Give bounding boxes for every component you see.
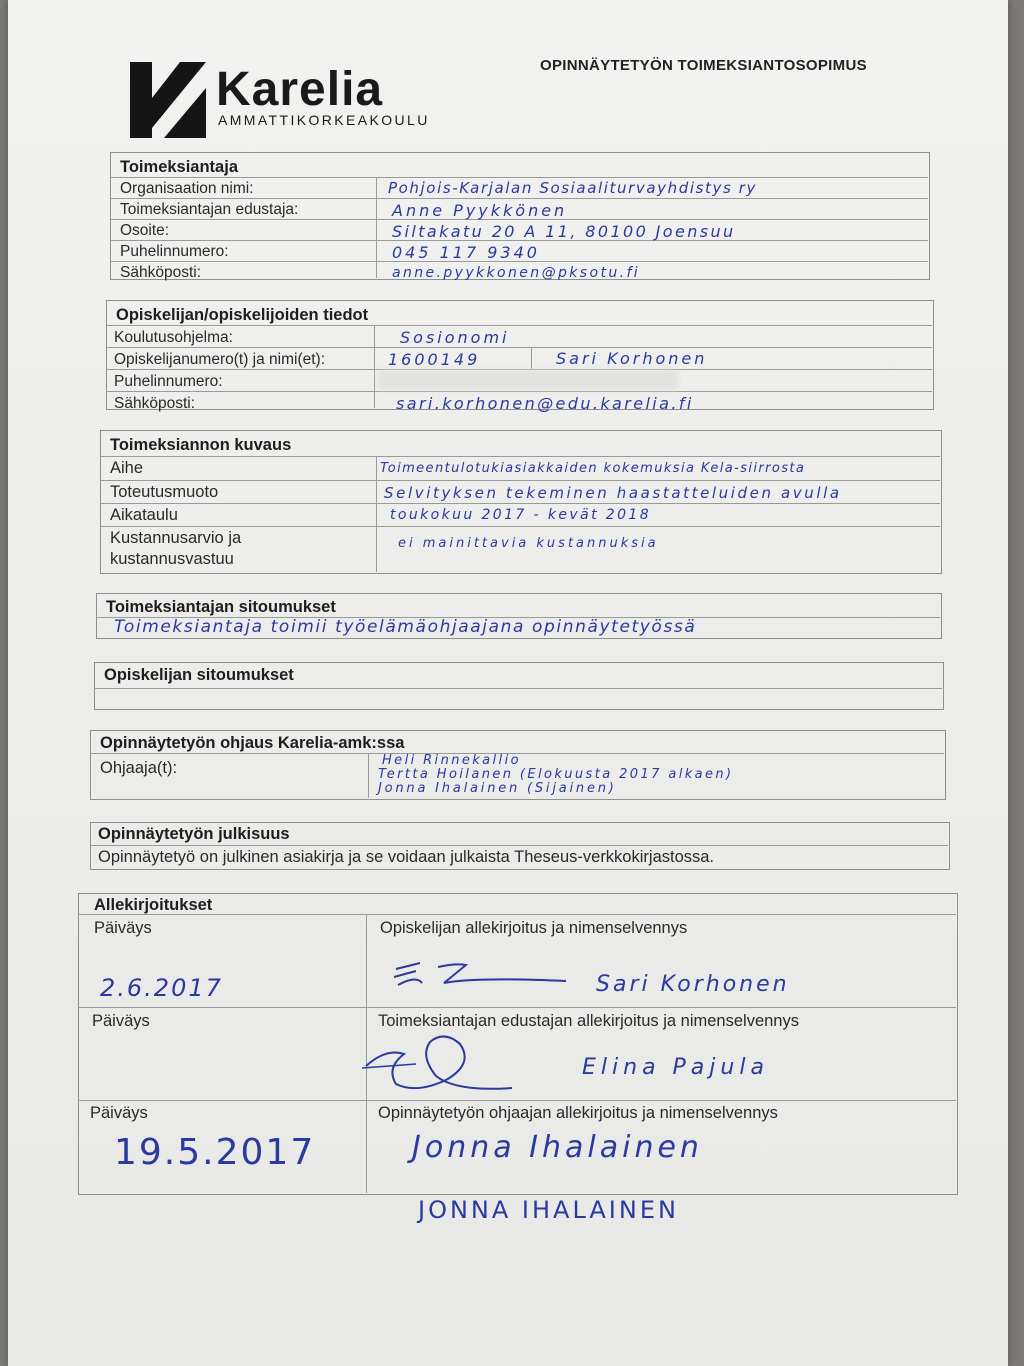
section-title-kuvaus: Toimeksiannon kuvaus (110, 436, 292, 454)
section-title-ohjaus: Opinnäytetyön ohjaus Karelia-amk:ssa (100, 734, 405, 752)
label-toimeksiantajan-allekirjoitus: Toimeksiantajan edustajan allekirjoitus ja nimenselvennys (378, 1012, 799, 1030)
value-aikataulu: toukokuu 2017 - kevät 2018 (390, 507, 652, 523)
section-title-opiskelijan-sitoumukset: Opiskelijan sitoumukset (104, 666, 294, 684)
value-toimeksiantajan-sitoumukset: Toimeksiantaja toimii työelämäohjaajana opinnäytetyössä (114, 617, 697, 637)
label-paivays-1: Päiväys (94, 919, 152, 937)
signature-student (386, 955, 576, 995)
section-title-allekirjoitukset: Allekirjoitukset (94, 896, 213, 914)
value-kustannus: ei mainittavia kustannuksia (398, 536, 659, 551)
value-toteutusmuoto: Selvityksen tekeminen haastatteluiden avulla (384, 484, 842, 502)
section-title-toimeksiantaja: Toimeksiantaja (120, 158, 238, 176)
label-opiskelija-sahkoposti: Sähköposti: (114, 395, 195, 412)
label-osoite: Osoite: (120, 222, 170, 239)
value-opiskelijanumero: 1600149 (388, 350, 481, 369)
name-client: Elina Pajula (582, 1055, 769, 1080)
label-kustannusarvio: Kustannusarvio ja (110, 529, 242, 547)
julkisuus-text: Opinnäytetyö on julkinen asiakirja ja se voidaan julkaista Theseus-verkkokirjastossa. (98, 848, 715, 866)
value-koulutusohjelma: Sosionomi (400, 328, 510, 347)
label-opiskelijanumero: Opiskelijanumero(t) ja nimi(et): (114, 351, 326, 368)
printed-name-supervisor: JONNA IHALAINEN (418, 1196, 679, 1224)
section-title-julkisuus: Opinnäytetyön julkisuus (98, 825, 290, 843)
label-koulutusohjelma: Koulutusohjelma: (114, 329, 233, 346)
logo-subtitle: AMMATTIKORKEAKOULU (218, 112, 430, 128)
karelia-k-icon (130, 62, 208, 138)
label-opiskelijan-allekirjoitus: Opiskelijan allekirjoitus ja nimenselvennys (380, 919, 688, 937)
label-organisaatio: Organisaation nimi: (120, 180, 254, 197)
section-title-opiskelija: Opiskelijan/opiskelijoiden tiedot (116, 306, 369, 324)
value-opiskelija-nimi: Sari Korhonen (556, 349, 708, 368)
value-sahkoposti: anne.pyykkonen@pksotu.fi (392, 265, 641, 281)
document-title: OPINNÄYTETYÖN TOIMEKSIANTOSOPIMUS (540, 57, 867, 74)
label-puhelin: Puhelinnumero: (120, 243, 229, 260)
value-ohjaaja-3: Jonna Ihalainen (Sijainen) (378, 781, 617, 796)
label-paivays-2: Päiväys (92, 1012, 150, 1030)
date-1: 2.6.2017 (100, 974, 223, 1002)
value-puhelin: 045 117 9340 (392, 243, 540, 262)
label-aihe: Aihe (110, 459, 144, 477)
karelia-logo (130, 62, 430, 142)
value-opiskelija-sahkoposti: sari.korhonen@edu.karelia.fi (396, 394, 694, 413)
name-student: Sari Korhonen (596, 972, 790, 997)
value-osoite: Siltakatu 20 A 11, 80100 Joensuu (392, 222, 736, 241)
name-supervisor: Jonna Ihalainen (412, 1130, 703, 1165)
document-page (8, 0, 1008, 1366)
label-paivays-3: Päiväys (90, 1104, 148, 1122)
date-3: 19.5.2017 (114, 1132, 316, 1173)
logo-name: Karelia (216, 63, 384, 116)
value-organisaatio: Pohjois-Karjalan Sosiaaliturvayhdistys ry (388, 179, 758, 197)
label-edustaja: Toimeksiantajan edustaja: (120, 201, 299, 218)
value-ohjaaja-2: Tertta Hoilanen (Elokuusta 2017 alkaen) (378, 767, 734, 782)
value-edustaja: Anne Pyykkönen (392, 201, 568, 220)
label-opiskelija-puhelin: Puhelinnumero: (114, 373, 223, 390)
signature-client (356, 1028, 526, 1098)
label-ohjaajan-allekirjoitus: Opinnäytetyön ohjaajan allekirjoitus ja nimenselvennys (378, 1104, 778, 1122)
label-ohjaajat: Ohjaaja(t): (100, 759, 178, 777)
value-aihe: Toimeentulotukiasiakkaiden kokemuksia Kela-siirrosta (380, 461, 806, 476)
label-sahkoposti: Sähköposti: (120, 264, 201, 281)
label-aikataulu: Aikataulu (110, 506, 178, 524)
label-toteutusmuoto: Toteutusmuoto (110, 483, 219, 501)
section-title-toimeksiantajan-sitoumukset: Toimeksiantajan sitoumukset (106, 598, 336, 616)
redacted-phone (378, 370, 678, 390)
value-ohjaaja-1: Heli Rinnekallio (382, 753, 521, 768)
label-kustannusvastuu: kustannusvastuu (110, 550, 234, 568)
